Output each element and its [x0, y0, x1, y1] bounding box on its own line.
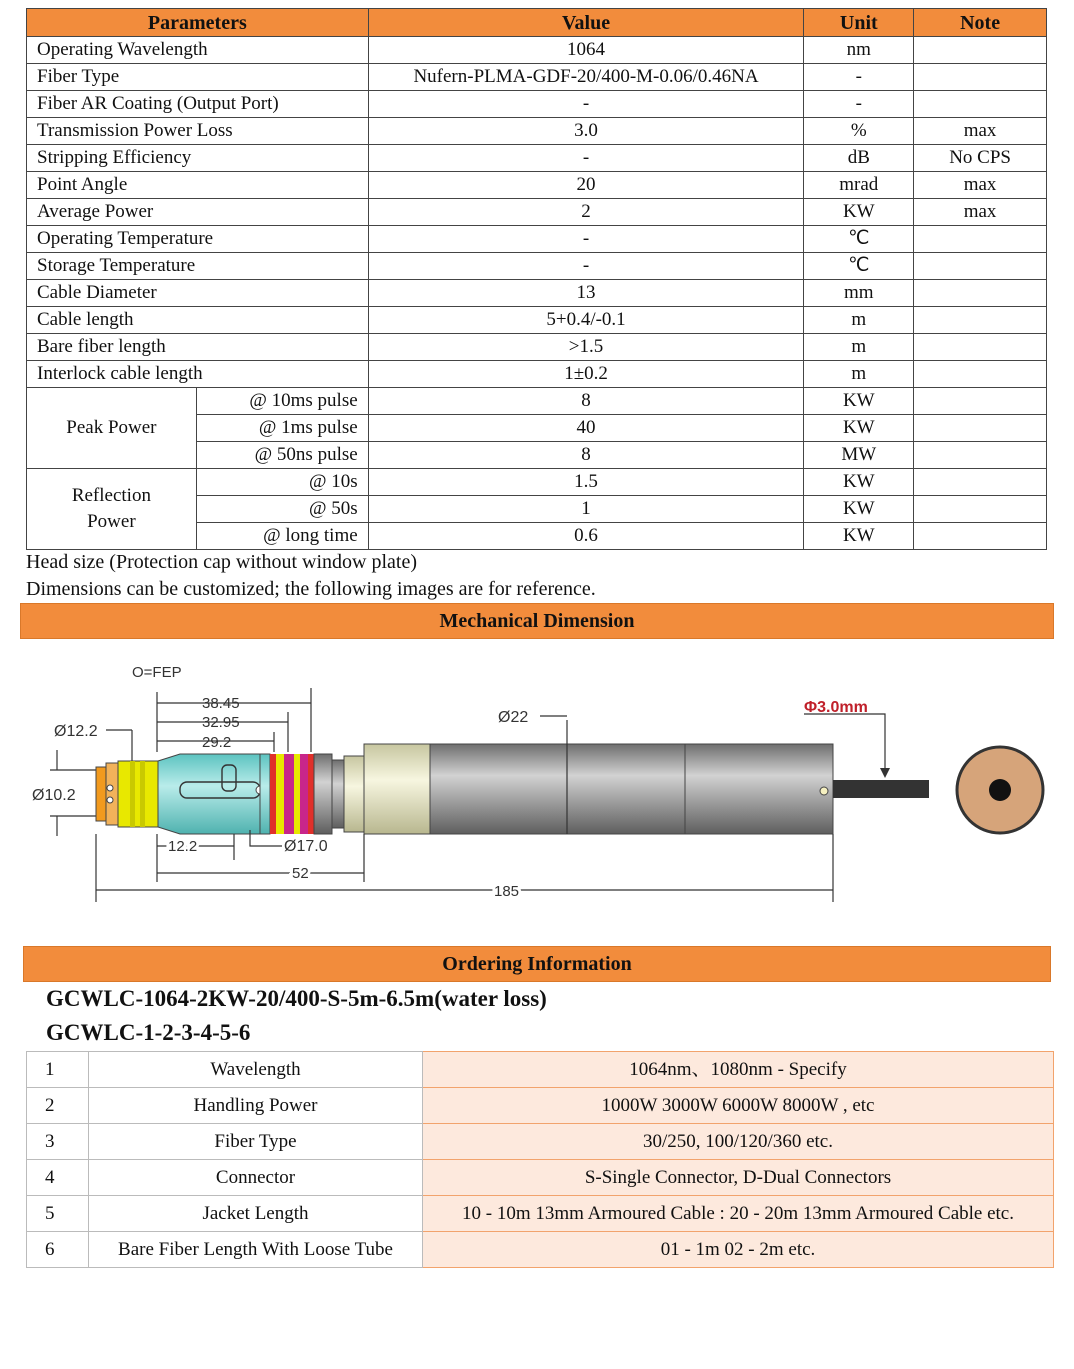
order-field: Bare Fiber Length With Loose Tube: [89, 1232, 423, 1268]
param-value: 1064: [368, 37, 804, 64]
dim-185: 185: [494, 883, 520, 900]
order-options: 1064nm、1080nm - Specify: [423, 1052, 1054, 1088]
param-note: [914, 226, 1047, 253]
condition: @ 50s: [196, 496, 368, 523]
order-options: S-Single Connector, D-Dual Connectors: [423, 1160, 1054, 1196]
table-row: [27, 469, 1047, 496]
param-note: [914, 469, 1047, 496]
param-note: [914, 253, 1047, 280]
param-unit: mrad: [804, 172, 914, 199]
param-name: Stripping Efficiency: [27, 145, 369, 172]
header-parameters: Parameters: [27, 9, 369, 37]
param-note: max: [914, 199, 1047, 226]
ordering-table: [26, 1051, 1054, 1268]
param-unit: -: [804, 64, 914, 91]
order-field: Connector: [89, 1160, 423, 1196]
param-note: [914, 307, 1047, 334]
param-unit: nm: [804, 37, 914, 64]
param-unit: m: [804, 307, 914, 334]
param-name: Operating Wavelength: [27, 37, 369, 64]
dim-52: 52: [292, 865, 309, 882]
order-field: Wavelength: [89, 1052, 423, 1088]
reflection-power-label: [27, 469, 197, 550]
param-name: Storage Temperature: [27, 253, 369, 280]
table-row: [27, 172, 1047, 199]
param-value: 1±0.2: [368, 361, 804, 388]
param-note: [914, 523, 1047, 550]
param-name: Operating Temperature: [27, 226, 369, 253]
mechanical-dimension-header: Mechanical Dimension: [20, 603, 1054, 639]
param-value: 3.0: [368, 118, 804, 145]
reflection-label-line1: Reflection: [71, 485, 151, 506]
dia-17-label: Ø17.0: [284, 838, 328, 855]
tip-hole: [107, 785, 113, 791]
param-value: 8: [368, 442, 804, 469]
collar-groove: [130, 761, 135, 827]
param-unit: KW: [804, 199, 914, 226]
cable-arrow-head: [880, 768, 890, 778]
order-options: 1000W 3000W 6000W 8000W , etc: [423, 1088, 1054, 1124]
end-face-core: [989, 779, 1011, 801]
neck: [332, 760, 344, 828]
param-value: 40: [368, 415, 804, 442]
param-value: 5+0.4/-0.1: [368, 307, 804, 334]
magenta-band: [300, 754, 308, 834]
dim-32-95: 32.95: [202, 714, 240, 731]
dim-12-2: 12.2: [168, 838, 198, 855]
param-unit: KW: [804, 496, 914, 523]
param-value: -: [368, 91, 804, 118]
yellow-collar: [118, 761, 158, 827]
param-value: 1: [368, 496, 804, 523]
param-unit: KW: [804, 469, 914, 496]
table-row: [27, 145, 1047, 172]
bottom-dimension-lines: [96, 830, 833, 902]
order-number: 6: [27, 1232, 89, 1268]
dia-10-2-label: Ø10.2: [32, 787, 76, 804]
output-cable: [833, 780, 929, 798]
metal-ring: [314, 754, 332, 834]
cap-ring: [344, 756, 364, 832]
reflection-label-line2: Power: [87, 511, 136, 532]
yellow-band: [276, 754, 284, 834]
table-row: [27, 253, 1047, 280]
dim-38-45: 38.45: [202, 695, 240, 712]
mechanical-drawing: [20, 650, 1052, 910]
param-name: Point Angle: [27, 172, 369, 199]
param-value: -: [368, 253, 804, 280]
param-note: [914, 280, 1047, 307]
param-value: 0.6: [368, 523, 804, 550]
table-row: [27, 1160, 1054, 1196]
collar-groove: [140, 761, 145, 827]
model-example: GCWLC-1064-2KW-20/400-S-5m-6.5m(water loss): [46, 986, 547, 1011]
table-row: [27, 199, 1047, 226]
cyan-step: [260, 754, 270, 834]
parameters-header-row: [27, 9, 1047, 37]
param-unit: mm: [804, 280, 914, 307]
param-note: [914, 91, 1047, 118]
header-value: Value: [368, 9, 804, 37]
param-unit: ℃: [804, 226, 914, 253]
table-row: [27, 91, 1047, 118]
param-unit: %: [804, 118, 914, 145]
table-row: [27, 388, 1047, 415]
header-note: Note: [914, 9, 1047, 37]
param-name: Bare fiber length: [27, 334, 369, 361]
param-unit: KW: [804, 523, 914, 550]
header-unit: Unit: [804, 9, 914, 37]
dim-29-2: 29.2: [202, 734, 232, 751]
param-value: 2: [368, 199, 804, 226]
param-note: [914, 388, 1047, 415]
param-note: max: [914, 118, 1047, 145]
dia-12-2-label: Ø12.2: [54, 723, 98, 740]
table-row: [27, 280, 1047, 307]
param-unit: m: [804, 334, 914, 361]
table-row: [27, 64, 1047, 91]
cyan-body: [158, 754, 260, 834]
condition: @ 1ms pulse: [196, 415, 368, 442]
param-value: 8: [368, 388, 804, 415]
order-number: 1: [27, 1052, 89, 1088]
order-number: 5: [27, 1196, 89, 1232]
order-number: 3: [27, 1124, 89, 1160]
param-unit: dB: [804, 145, 914, 172]
param-value: -: [368, 226, 804, 253]
table-row: [27, 307, 1047, 334]
param-unit: KW: [804, 415, 914, 442]
order-number: 2: [27, 1088, 89, 1124]
table-row: [27, 1232, 1054, 1268]
param-note: [914, 64, 1047, 91]
param-note: [914, 361, 1047, 388]
param-note: max: [914, 172, 1047, 199]
ordering-information-header: Ordering Information: [23, 946, 1051, 982]
main-housing: [430, 744, 685, 834]
param-name: Cable length: [27, 307, 369, 334]
housing-screw: [820, 787, 828, 795]
table-row: [27, 361, 1047, 388]
model-pattern: GCWLC-1-2-3-4-5-6: [46, 1020, 251, 1045]
magenta-band: [284, 754, 294, 834]
param-value: Nufern-PLMA-GDF-20/400-M-0.06/0.46NA: [368, 64, 804, 91]
param-unit: ℃: [804, 253, 914, 280]
param-name: Fiber AR Coating (Output Port): [27, 91, 369, 118]
order-options: 10 - 10m 13mm Armoured Cable : 20 - 20m 13mm Armoured Cable etc.: [423, 1196, 1054, 1232]
condition: @ 10s: [196, 469, 368, 496]
param-unit: m: [804, 361, 914, 388]
table-row: [27, 1196, 1054, 1232]
param-value: -: [368, 145, 804, 172]
order-field: Jacket Length: [89, 1196, 423, 1232]
condition: @ 50ns pulse: [196, 442, 368, 469]
param-note: [914, 415, 1047, 442]
order-options: 01 - 1m 02 - 2m etc.: [423, 1232, 1054, 1268]
label-ofep: O=FEP: [132, 664, 182, 681]
order-number: 4: [27, 1160, 89, 1196]
red-band: [308, 754, 314, 834]
condition: @ 10ms pulse: [196, 388, 368, 415]
table-row: [27, 1052, 1054, 1088]
table-row: [27, 118, 1047, 145]
cable-diameter-label: Φ3.0mm: [804, 699, 868, 716]
param-unit: -: [804, 91, 914, 118]
param-note: [914, 496, 1047, 523]
order-field: Handling Power: [89, 1088, 423, 1124]
table-row: [27, 37, 1047, 64]
param-name: Transmission Power Loss: [27, 118, 369, 145]
param-note: [914, 37, 1047, 64]
table-row: [27, 1124, 1054, 1160]
param-name: Fiber Type: [27, 64, 369, 91]
tip-hole: [107, 797, 113, 803]
param-note: No CPS: [914, 145, 1047, 172]
param-unit: MW: [804, 442, 914, 469]
table-row: [27, 334, 1047, 361]
order-field: Fiber Type: [89, 1124, 423, 1160]
yellow-band: [294, 754, 300, 834]
parameters-table: [26, 8, 1047, 550]
param-name: Cable Diameter: [27, 280, 369, 307]
dimensions-note: Dimensions can be customized; the following images are for reference.: [26, 578, 596, 600]
param-unit: KW: [804, 388, 914, 415]
param-name: Interlock cable length: [27, 361, 369, 388]
param-value: 13: [368, 280, 804, 307]
peak-power-label: Peak Power: [27, 388, 197, 469]
param-name: Average Power: [27, 199, 369, 226]
param-note: [914, 442, 1047, 469]
param-value: 20: [368, 172, 804, 199]
condition: @ long time: [196, 523, 368, 550]
protection-cap: [364, 744, 430, 834]
table-row: [27, 226, 1047, 253]
table-row: [27, 1088, 1054, 1124]
param-value: >1.5: [368, 334, 804, 361]
rear-housing: [685, 744, 833, 834]
dia-22-label: Ø22: [498, 709, 529, 726]
param-value: 1.5: [368, 469, 804, 496]
head-size-note: Head size (Protection cap without window plate): [26, 551, 417, 573]
order-options: 30/250, 100/120/360 etc.: [423, 1124, 1054, 1160]
red-band: [270, 754, 276, 834]
param-note: [914, 334, 1047, 361]
